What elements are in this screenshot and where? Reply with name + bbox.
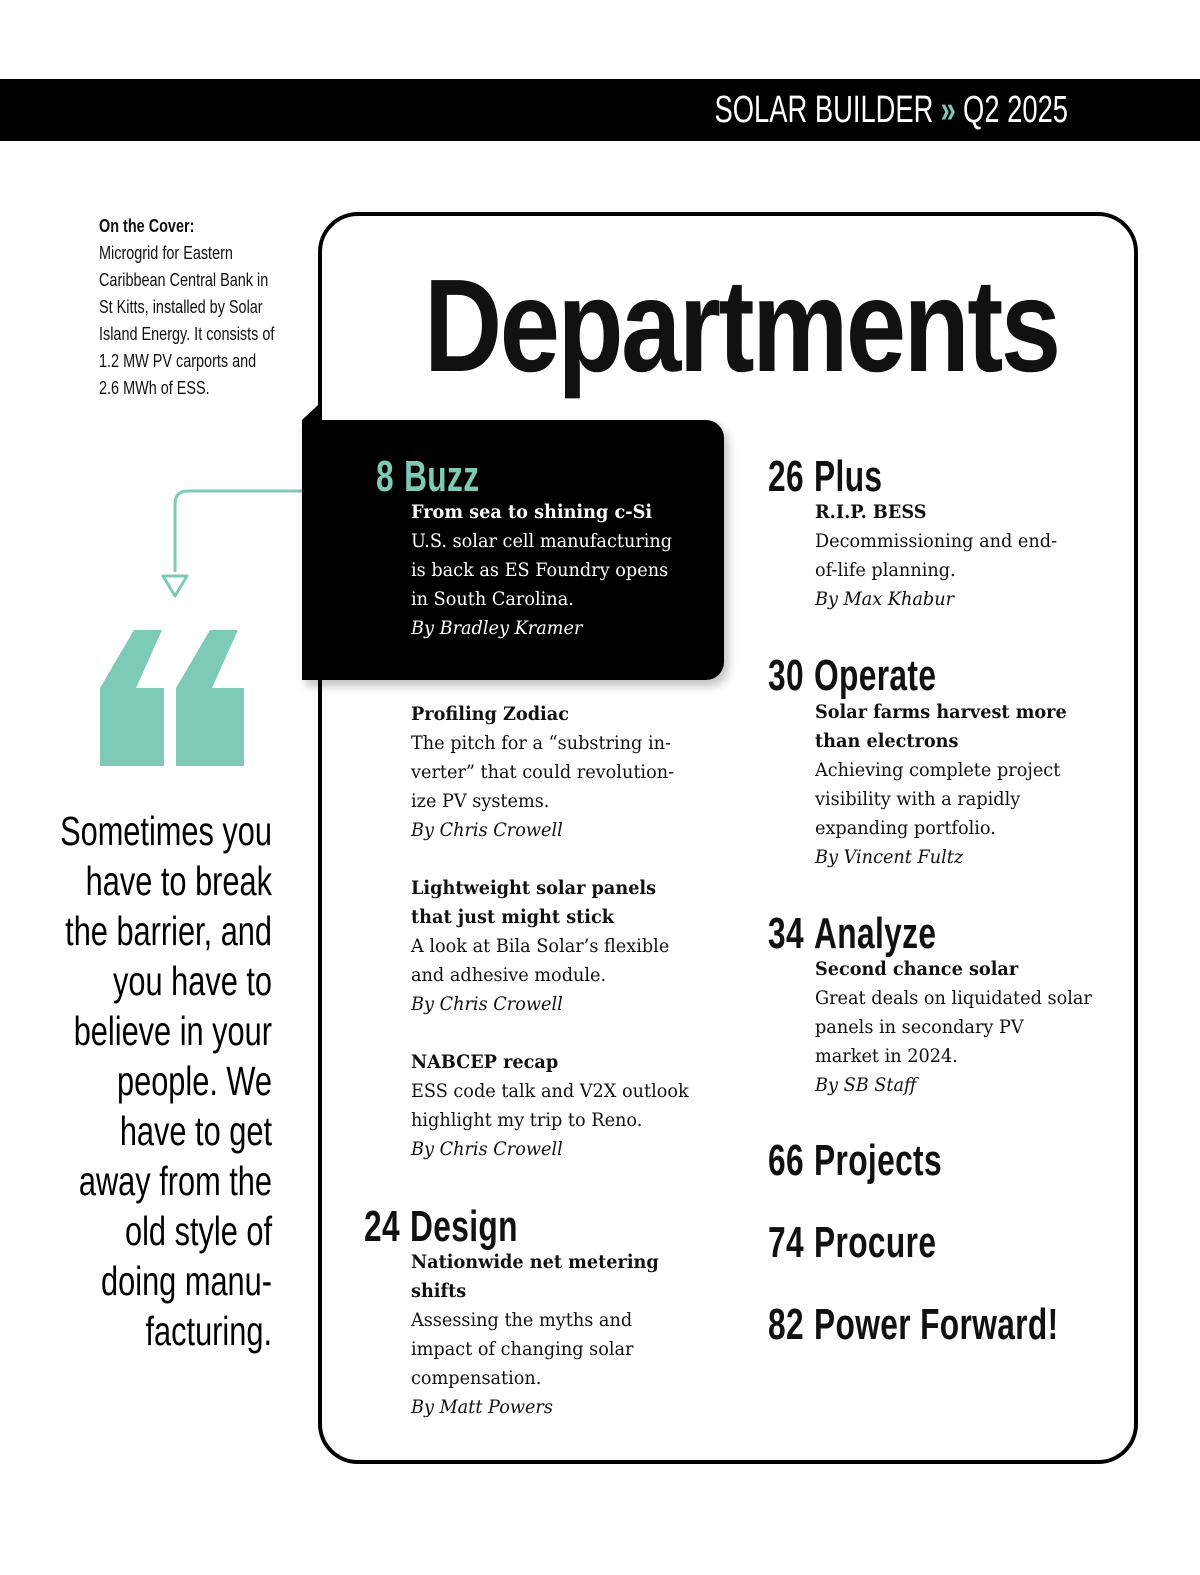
article-byline: By Max Khabur (815, 588, 955, 610)
cover-note (99, 212, 299, 401)
page-title: Departments (424, 252, 1059, 399)
dept-buzz-heading[interactable] (376, 452, 479, 502)
article-title: Nationwide net metering shifts (411, 1251, 659, 1302)
dept-projects-heading[interactable] (768, 1136, 942, 1186)
dept-procure-heading[interactable] (768, 1218, 936, 1268)
article-byline: By Chris Crowell (411, 993, 563, 1015)
article-title: Lightweight solar panels that just might stick (411, 877, 657, 928)
article-solar-farms[interactable] (815, 698, 1135, 872)
brand-name: SOLAR BUILDER (714, 89, 934, 131)
article-description: U.S. solar cell manufacturing is back as ES Foundry opens in South Carolina. (411, 530, 673, 610)
article-profiling-zodiac[interactable] (411, 700, 711, 845)
dept-design-heading[interactable] (364, 1202, 518, 1252)
article-byline: By Matt Powers (411, 1396, 553, 1418)
article-description: Achieving complete project visibility with a rapidly expanding portfolio. (815, 759, 1061, 839)
article-lightweight-panels[interactable] (411, 874, 711, 1019)
article-title: R.I.P. BESS (815, 501, 927, 523)
dept-number: 24 (364, 1202, 400, 1251)
dept-number: 74 (768, 1218, 804, 1267)
down-arrow-icon (150, 480, 310, 605)
article-rip-bess[interactable] (815, 498, 1135, 614)
article-description: ESS code talk and V2X outlook highlight my trip to Reno. (411, 1080, 689, 1131)
article-description: Decommissioning and end- of-life planning. (815, 530, 1058, 581)
issue-header (714, 89, 1068, 132)
article-byline: By Bradley Kramer (411, 617, 583, 639)
dept-name: Plus (814, 452, 883, 501)
dept-number: 8 (376, 452, 394, 501)
cover-note-text: Microgrid for Eastern Caribbean Central Bank in St Kitts, installed by Solar Island Energy. It consists of 1.2 MW PV carports and 2.6 MWh of ESS. (99, 242, 275, 398)
header-bar (0, 79, 1200, 141)
dept-name: Power Forward! (814, 1300, 1059, 1349)
article-description: Assessing the myths and impact of changing solar compensation. (411, 1309, 634, 1389)
quote-marks-icon (96, 628, 256, 773)
article-title: Second chance solar (815, 958, 1019, 980)
dept-name: Design (410, 1202, 518, 1251)
dept-number: 30 (768, 651, 804, 700)
dept-name: Buzz (404, 452, 480, 501)
dept-name: Projects (814, 1136, 942, 1185)
article-description: Great deals on liquidated solar panels in secondary PV market in 2024. (815, 987, 1092, 1067)
article-nabcep-recap[interactable] (411, 1048, 711, 1164)
pull-quote: Sometimes you have to break the barrier, and you have to believe in your people. We have to get away from the old style of doing manu-facturing. (60, 808, 272, 1354)
dept-plus-heading[interactable] (768, 452, 882, 502)
cover-note-label: On the Cover: (99, 215, 195, 236)
dept-name: Analyze (814, 909, 937, 958)
article-description: The pitch for a “substring in- verter” that could revolution- ize PV systems. (411, 732, 675, 812)
issue-label: Q2 2025 (963, 89, 1068, 131)
dept-number: 82 (768, 1300, 804, 1349)
dept-operate-heading[interactable] (768, 651, 936, 701)
article-byline: By Vincent Fultz (815, 846, 964, 868)
dept-name: Operate (814, 651, 937, 700)
article-net-metering[interactable] (411, 1248, 711, 1422)
article-second-chance[interactable] (815, 955, 1135, 1100)
dept-number: 66 (768, 1136, 804, 1185)
dept-name: Procure (814, 1218, 937, 1267)
dept-number: 34 (768, 909, 804, 958)
article-byline: By SB Staff (815, 1074, 917, 1096)
article-byline: By Chris Crowell (411, 819, 563, 841)
article-title: From sea to shining c-Si (411, 501, 653, 523)
article-title: NABCEP recap (411, 1051, 559, 1073)
article-byline: By Chris Crowell (411, 1138, 563, 1160)
dept-power-forward-heading[interactable] (768, 1300, 1058, 1350)
dept-number: 26 (768, 452, 804, 501)
buzz-article[interactable] (411, 498, 716, 643)
article-title: Solar farms harvest more than electrons (815, 701, 1067, 752)
article-description: A look at Bila Solar’s flexible and adhesive module. (411, 935, 670, 986)
dept-analyze-heading[interactable] (768, 909, 936, 959)
article-title: Profiling Zodiac (411, 703, 569, 725)
chevron-separator-icon: » (940, 89, 956, 131)
